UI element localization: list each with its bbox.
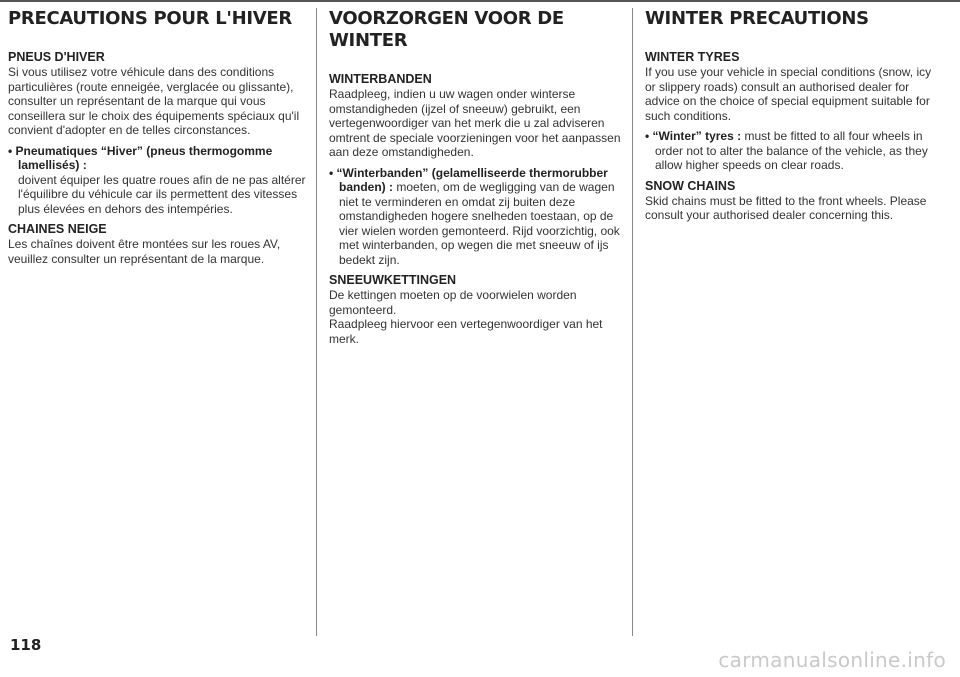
column-french [8,8,308,636]
section-title-fr: PRECAUTIONS POUR L'HIVER [8,8,292,29]
subheading-winter-tyres-en: WINTER TYRES [645,50,740,64]
bullet-winter-tyres-fr [8,144,308,217]
bullet-label-en: • “Winter” tyres : [645,129,742,143]
subheading-winter-tyres-nl: WINTERBANDEN [329,72,432,86]
top-rule [0,0,960,2]
page-number: 118 [10,636,42,654]
subheading-winter-tyres-fr: PNEUS D'HIVER [8,50,105,64]
paragraph-snow-chains-nl-2: Raadpleeg hiervoor een vertegenwoordiger van het merk. [329,317,603,346]
bullet-text-fr: doivent équiper les quatre roues afin de ne pas altérer l'équilibre du véhicule car ils permettent des vitesses plus élevées en dehors des intempéries. [18,172,306,216]
paragraph-snow-chains-nl: De kettingen moeten op de voorwielen worden gemonteerd. [329,288,577,317]
paragraph-winter-tyres-nl: Raadpleeg, indien u uw wagen onder winterse omstandigheden (ijzel of sneeuw) gebruikt, een vertegenwoordiger van het merk die u zal adviseren omtrent de speciale voorzieningen voor het aanpassen aan deze omstandigheden. [329,87,621,159]
bullet-text-nl: moeten, om de wegligging van de wagen niet te verminderen en omdat zij buiten deze omstandigheden hogere snelheden toestaan, op de vier wielen worden gemonteerd. Rijd voorzichtig, ook met winterbanden, op wegen die met sneeuw of ijs bedekt zijn. [339,180,620,267]
column-dutch [316,8,626,636]
section-title-nl: VOORZORGEN VOOR DE WINTER [329,8,564,51]
watermark-text: carmanualsonline.info [718,648,946,672]
bullet-label-fr: • Pneumatiques “Hiver” (pneus thermogomme lamellisés) : [8,143,273,172]
section-title-en: WINTER PRECAUTIONS [645,8,869,29]
paragraph-snow-chains-fr: Les chaînes doivent être montées sur les roues AV, veuillez consulter un représentant de la marque. [8,237,281,266]
subheading-snow-chains-en: SNOW CHAINS [645,178,736,193]
paragraph-winter-tyres-fr: Si vous utilisez votre véhicule dans des conditions particulières (route enneigée, verglacée ou glissante), consulter un représentant de la marque qui vous conseillera sur le choix des équipements spéciaux qu'il convient d'adopter en de telles circonstances. [8,65,300,137]
bullet-winter-tyres-en [645,129,942,173]
bullet-label-nl: • “Winterbanden” (gelamelliseerde thermorubber banden) : [329,165,608,194]
paragraph-snow-chains-en: Skid chains must be fitted to the front wheels. Please consult your authorised dealer concerning this. [645,193,927,222]
paragraph-winter-tyres-en: If you use your vehicle in special conditions (snow, icy or slippery roads) consult an authorised dealer for advice on the choice of special equipment suitable for such conditions. [645,65,932,123]
bullet-winter-tyres-nl [329,166,626,268]
column-english [632,8,942,636]
bullet-text-en: must be fitted to all four wheels in order not to alter the balance of the vehicle, as they allow higher speeds on clear roads. [655,129,928,172]
subheading-snow-chains-nl: SNEEUWKETTINGEN [329,273,457,287]
subheading-snow-chains-fr: CHAINES NEIGE [8,222,107,236]
